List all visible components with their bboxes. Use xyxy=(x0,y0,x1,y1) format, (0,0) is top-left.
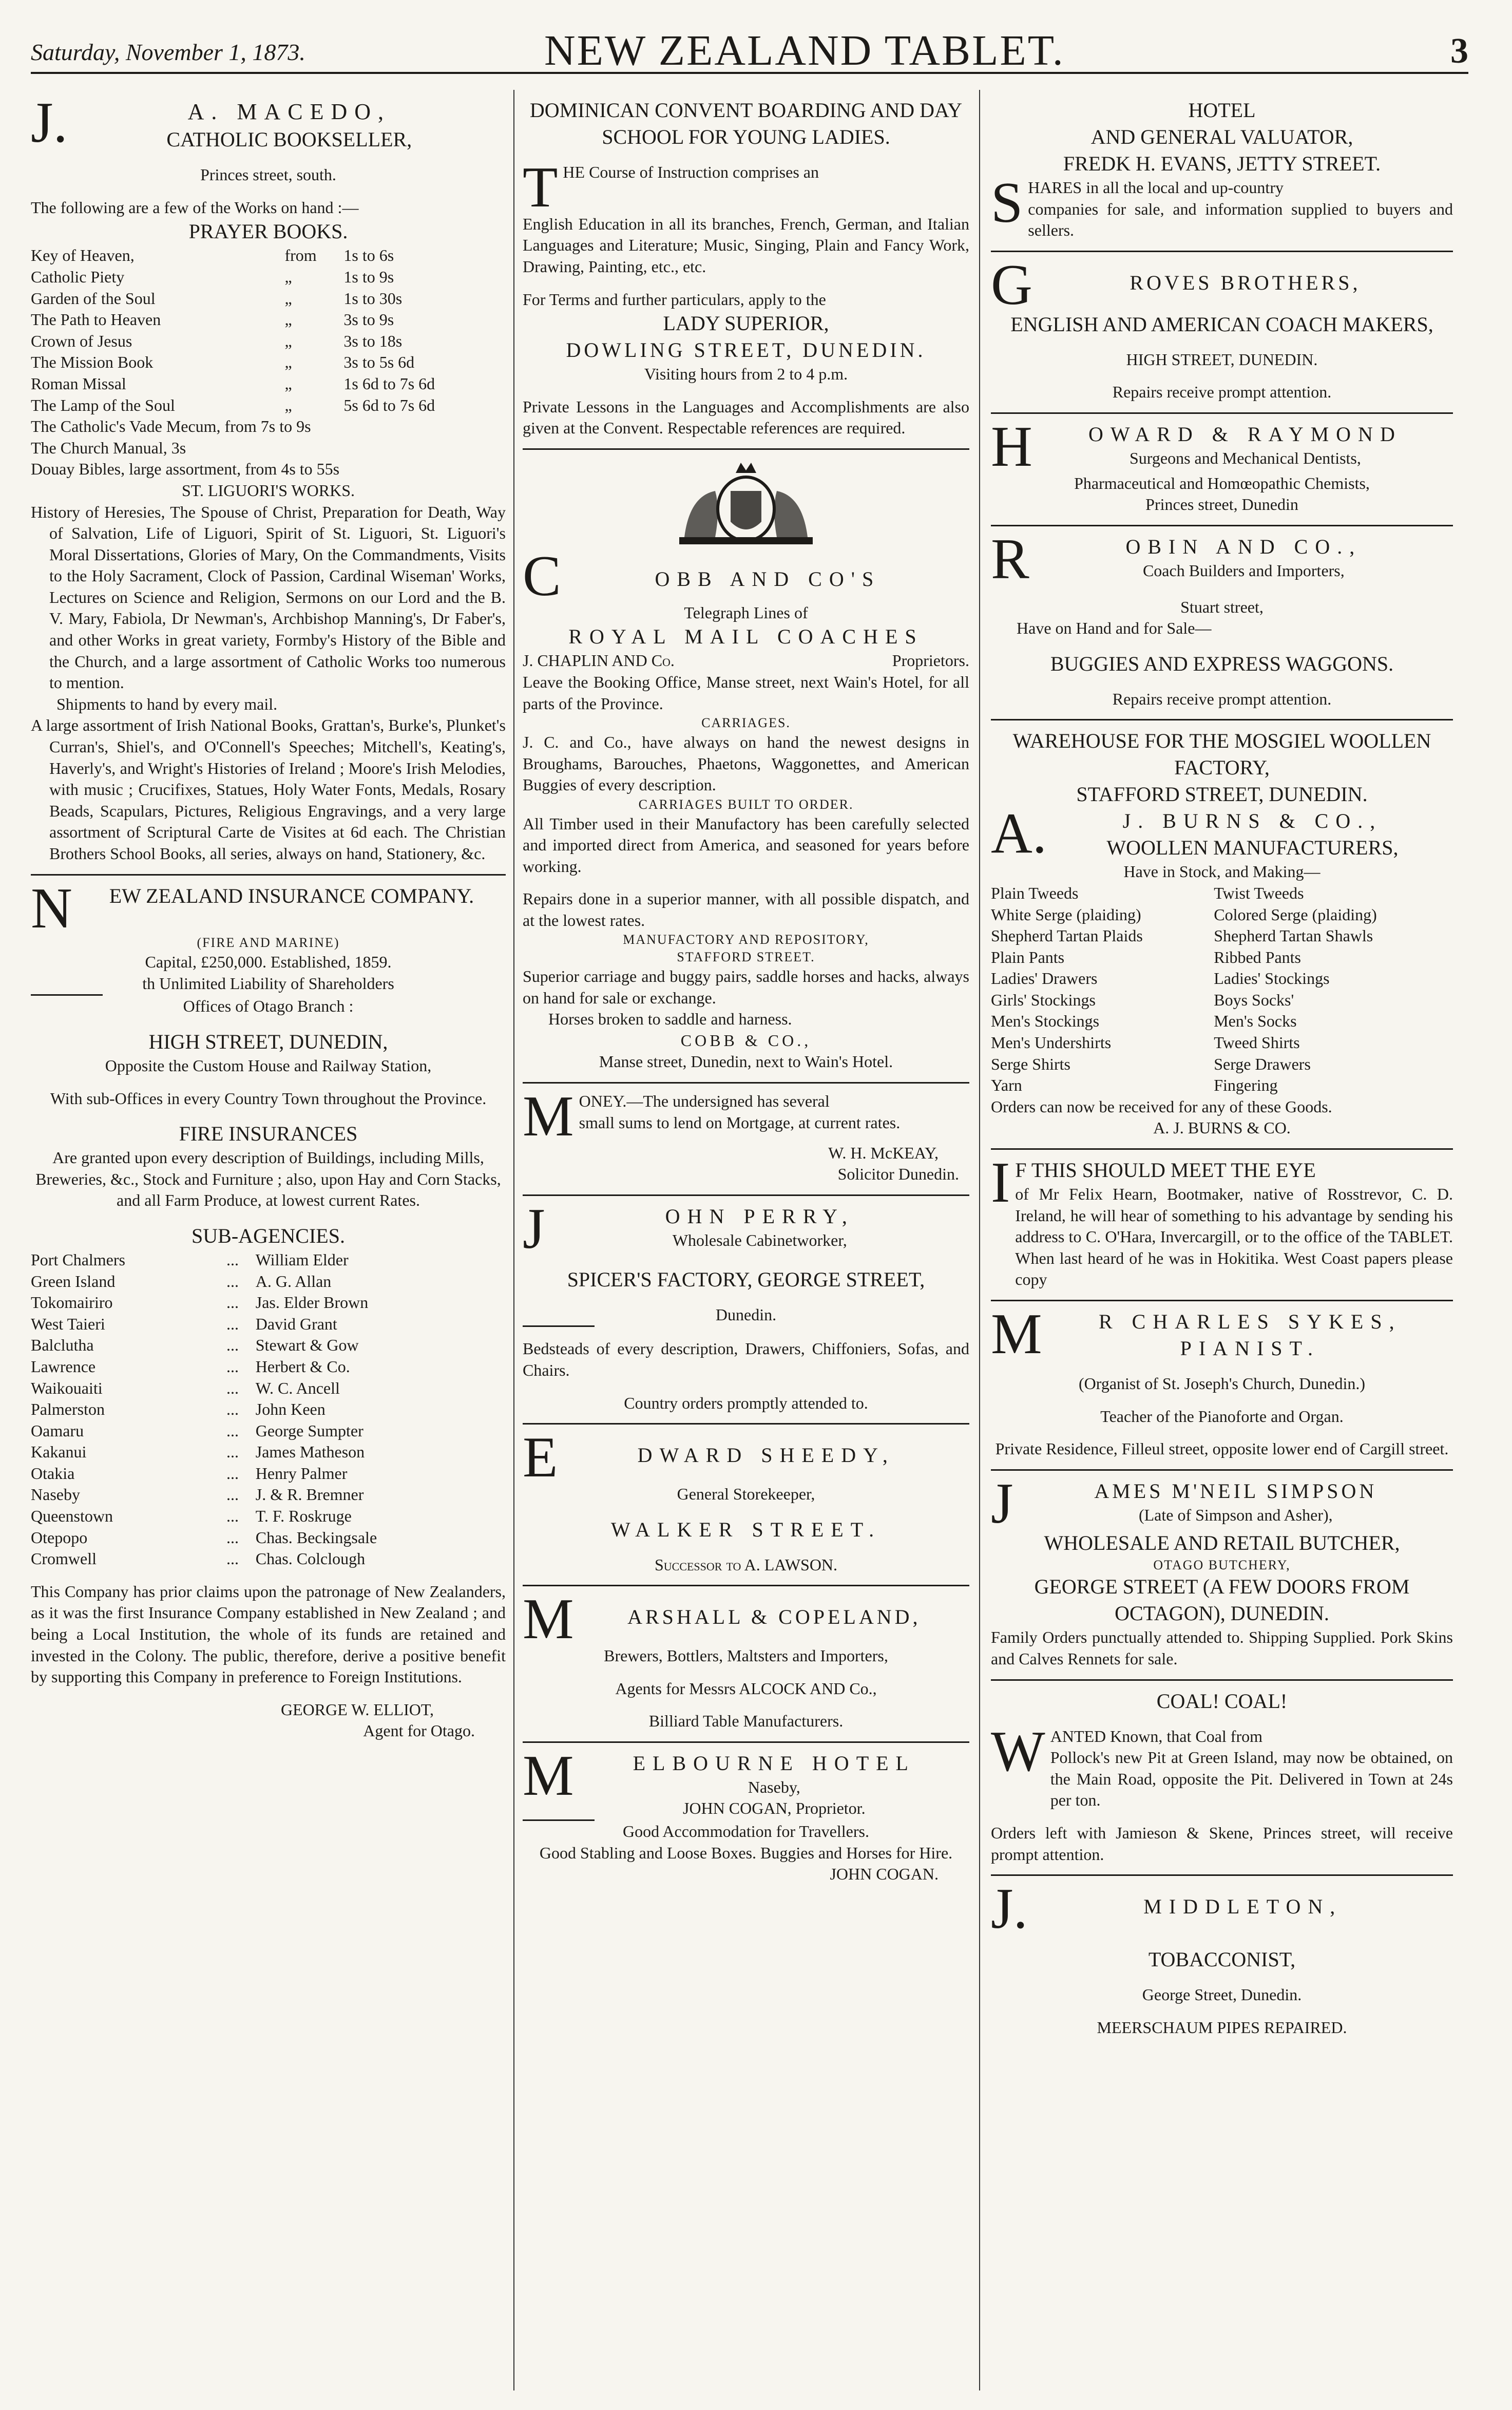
agency-row: Lawrence ... Herbert & Co. xyxy=(31,1357,350,1376)
advertiser-name: OBB AND CO'S xyxy=(655,567,881,591)
paragraph: Good Accommodation for Travellers. xyxy=(623,1821,869,1840)
insurance-advertisement xyxy=(31,876,506,1751)
section-heading: PRAYER BOOKS. xyxy=(188,220,348,243)
agency-row: Naseby ... J. & R. Bremner xyxy=(31,1485,364,1504)
list-line: The Catholic's Vade Mecum, from 7s to 9s xyxy=(31,417,311,436)
drop-initial: J. xyxy=(31,91,68,155)
street: GEORGE STREET (A FEW DOORS FROM OCTAGON), DUNEDIN. xyxy=(1034,1575,1410,1625)
agency-row: Waikouaiti ... W. C. Ancell xyxy=(31,1378,340,1397)
drop-initial: I xyxy=(991,1151,1010,1215)
royal-coat-of-arms-icon xyxy=(659,460,833,547)
advertiser-name: A. MACEDO, xyxy=(187,99,391,124)
pipes: MEERSCHAUM PIPES REPAIRED. xyxy=(1097,2018,1347,2037)
paragraph: All Timber used in their Manufactory has been carefully selected and imported direct from America, and seasoned for years before working. xyxy=(523,814,969,876)
agency-row: Cromwell ... Chas. Colclough xyxy=(31,1549,366,1568)
price-row: Key of Heaven, from 1s to 6s xyxy=(31,246,394,265)
paragraph: Repairs done in a superior manner, with all possible dispatch, and at the lowest rates. xyxy=(523,889,969,929)
drop-initial: G xyxy=(991,253,1032,317)
agency-row: Kakanui ... James Matheson xyxy=(31,1443,365,1462)
trade: Coach Builders and Importers, xyxy=(1142,561,1345,580)
groves-advertisement xyxy=(991,252,1453,414)
ad-title: WAREHOUSE FOR THE MOSGIEL WOOLLEN FACTORY, xyxy=(1012,729,1431,780)
paragraph-start: F THIS SHOULD MEET THE EYE xyxy=(1015,1159,1316,1182)
paragraph: History of Heresies, The Spouse of Christ, Preparation for Death, Way of Salvation, Life of Liguori, Spirit of St. Liguori, St. Liguori's Moral Dissertations, Glories of Mary, On the Commandments, Visits to the Holy Sacrament, Clock of Passion, Cardinal Wiseman' Works, Lectures on Science and Religion, Sermons on our Lord and the B. V. Mary, Fabiola, Dr Newman's, Archbishop Manning's, Dr Faber's, and other Works in great variety, Formby's History of the Bible and the Church, and a large assortment of Catholic Works too numerous to mention. xyxy=(31,502,506,692)
sheedy-advertisement xyxy=(523,1425,969,1586)
price-row: Roman Missal „ 1s 6d to 7s 6d xyxy=(31,374,435,393)
organist: (Organist of St. Joseph's Church, Dunedin.) xyxy=(1078,1374,1365,1393)
list-line: Douay Bibles, large assortment, from 4s to 55s xyxy=(31,460,340,479)
address: Princes street, south. xyxy=(200,165,336,184)
agency-row: Green Island ... A. G. Allan xyxy=(31,1272,332,1291)
trade: ENGLISH AND AMERICAN COACH MAKERS, xyxy=(1010,312,1433,336)
trade: General Storekeeper, xyxy=(677,1484,815,1503)
newspaper-title: NEW ZEALAND TABLET. xyxy=(544,27,1065,74)
signature: JOHN COGAN. xyxy=(830,1865,939,1884)
section-heading: CARRIAGES BUILT TO ORDER. xyxy=(638,796,854,812)
advertiser-name: ELBOURNE HOTEL xyxy=(633,1751,915,1775)
agency-row: Balclutha ... Stewart & Gow xyxy=(31,1336,359,1355)
liability: th Unlimited Liability of Shareholders xyxy=(142,974,394,993)
street: STAFFORD STREET, DUNEDIN. xyxy=(1076,783,1368,806)
column-rule-2 xyxy=(979,90,980,2390)
opposite: Opposite the Custom House and Railway Station, xyxy=(105,1056,432,1075)
offices: Offices of Otago Branch : xyxy=(183,997,354,1016)
drop-initial: J xyxy=(991,1471,1013,1535)
paragraph: small sums to lend on Mortgage, at current rates. xyxy=(579,1113,901,1132)
section-heading: CARRIAGES. xyxy=(701,715,791,731)
page-number: 3 xyxy=(1450,31,1468,71)
drop-initial: J xyxy=(523,1197,545,1261)
drop-initial: M xyxy=(523,1587,574,1652)
stock-row: Plain Tweeds Twist Tweeds xyxy=(991,883,1304,902)
street: Stuart street, xyxy=(1180,597,1264,616)
agency-row: Palmerston ... John Keen xyxy=(31,1400,326,1419)
street: WALKER STREET. xyxy=(610,1517,882,1541)
price-row: Garden of the Soul „ 1s to 30s xyxy=(31,289,403,308)
convent-advertisement xyxy=(523,90,969,450)
trade: WOOLLEN MANUFACTURERS, xyxy=(1106,836,1399,860)
paragraph: Private Lessons in the Languages and Accomplishments are also given at the Convent. Respectable references are required. xyxy=(523,397,969,438)
suboffices: With sub-Offices in every Country Town throughout the Province. xyxy=(50,1089,487,1108)
paragraph: J. C. and Co., have always on hand the newest designs in Broughams, Barouches, Phaetons, Waggonettes, and American Buggies of every description. xyxy=(523,732,969,794)
agency-list xyxy=(31,1249,506,1570)
paragraph: Are granted upon every description of Buildings, including Mills, Breweries, &c., Stock and Furniture ; also, upon Hay and Corn Stacks, and all Farm Produce, at lowest current Rates. xyxy=(35,1148,501,1210)
town: Naseby, xyxy=(748,1777,800,1796)
paragraph-start: HE Course of Instruction comprises an xyxy=(563,163,819,181)
proprietor: JOHN COGAN, Proprietor. xyxy=(683,1799,866,1818)
burns-advertisement xyxy=(991,720,1453,1150)
repairs: Repairs receive prompt attention. xyxy=(1112,689,1332,708)
price-row: The Lamp of the Soul „ 5s 6d to 7s 6d xyxy=(31,395,435,414)
proprietors-name: J. CHAPLIN AND Co. xyxy=(523,651,675,670)
advertiser-name: R CHARLES SYKES, xyxy=(1098,1310,1402,1334)
advertiser-name: J. BURNS & CO., xyxy=(1122,809,1383,833)
drop-initial: J. xyxy=(991,1877,1028,1941)
macedo-advertisement xyxy=(31,90,506,876)
cobb-advertisement xyxy=(523,450,969,1084)
masthead xyxy=(31,10,1468,74)
paragraph: of Mr Felix Hearn, Bootmaker, native of Rosstrevor, C. D. Ireland, he will hear of something to his advantage by sending his address to C. O'Hara, Invercargill, or to the office of the TABLET. When last heard of he was in Hokitika. West Coast papers please copy xyxy=(1015,1185,1453,1289)
agency-row: Oamaru ... George Sumpter xyxy=(31,1421,363,1440)
section-heading: FIRE INSURANCES xyxy=(179,1122,358,1146)
advertiser-name: MIDDLETON, xyxy=(1143,1895,1343,1919)
address: Manse street, Dunedin, next to Wain's Hotel. xyxy=(599,1052,893,1071)
simpson-advertisement xyxy=(991,1471,1453,1681)
successor: Successor to A. LAWSON. xyxy=(654,1555,838,1574)
paragraph: Horses broken to saddle and harness. xyxy=(548,1010,792,1029)
have: Have on Hand and for Sale— xyxy=(1017,619,1212,638)
have: Have in Stock, and Making— xyxy=(1123,862,1320,881)
capital: Capital, £250,000. Established, 1859. xyxy=(145,953,392,972)
paragraph: English Education in all its branches, French, German, and Italian Languages and Literature; Music, Singing, Plain and Fancy Work, Drawing, Painting, etc., etc. xyxy=(523,214,969,276)
repairs: Repairs receive prompt attention. xyxy=(1112,383,1332,402)
price-row: The Mission Book „ 3s to 5s 6d xyxy=(31,353,415,372)
middleton-advertisement xyxy=(991,1876,1453,2047)
street: George Street, Dunedin. xyxy=(1142,1985,1302,2004)
ad-title: AND GENERAL VALUATOR, xyxy=(1090,125,1353,148)
hours: Visiting hours from 2 to 4 p.m. xyxy=(644,365,848,384)
issue-date: Saturday, November 1, 1873. xyxy=(31,39,305,65)
subtitle: (FIRE AND MARINE) xyxy=(197,935,340,951)
howard-advertisement xyxy=(991,414,1453,526)
advertiser-name: OWARD & RAYMOND xyxy=(1088,422,1402,446)
paragraph: This Company has prior claims upon the patronage of New Zealanders, as it was the first Insurance Company established in New Zealand ; and being a Local Institution, the whole of its funds are retained and invested in the Colony. The public, therefore, derive a positive benefit by supporting this Company in preference to Foreign Institutions. xyxy=(31,1582,506,1686)
column-1 xyxy=(31,90,506,2401)
agency-row: Port Chalmers ... William Elder xyxy=(31,1250,349,1269)
price-row: The Path to Heaven „ 3s to 9s xyxy=(31,310,394,329)
agency-row: Queenstown ... T. F. Roskruge xyxy=(31,1507,352,1526)
stock-row: Shepherd Tartan Plaids Shepherd Tartan Shawls xyxy=(991,926,1373,945)
evans-advertisement xyxy=(991,90,1453,252)
agency-row: West Taieri ... David Grant xyxy=(31,1314,337,1333)
late: (Late of Simpson and Asher), xyxy=(1138,1505,1333,1524)
marshall-advertisement xyxy=(523,1586,969,1743)
signature: W. H. McKEAY, xyxy=(828,1143,939,1162)
advertiser-name: DWARD SHEEDY, xyxy=(637,1444,895,1467)
price-row: Catholic Piety „ 1s to 9s xyxy=(31,267,394,286)
residence: Private Residence, Filleul street, opposite lower end of Cargill street. xyxy=(995,1439,1449,1458)
drop-initial: R xyxy=(991,527,1029,591)
paragraph: Bedsteads of every description, Drawers, Chiffoniers, Sofas, and Chairs. xyxy=(523,1339,969,1379)
ad-title: HOTEL xyxy=(1188,99,1256,122)
paragraph-start: ANTED Known, that Coal from xyxy=(1050,1726,1262,1745)
advertiser-name: OBIN AND CO., xyxy=(1125,535,1362,558)
paragraph: For Terms and further particulars, apply to the xyxy=(523,290,826,309)
signature: A. J. BURNS & CO. xyxy=(1153,1118,1291,1137)
drop-initial: C xyxy=(523,544,561,608)
price-list xyxy=(31,245,506,416)
service: ROYAL MAIL COACHES xyxy=(568,625,924,649)
agents: Agents for Messrs ALCOCK AND Co., xyxy=(615,1679,877,1698)
melbourne-hotel-advertisement xyxy=(523,1743,969,1894)
list-line: The Church Manual, 3s xyxy=(31,438,186,457)
trade: WHOLESALE AND RETAIL BUTCHER, xyxy=(1044,1531,1400,1554)
recipient: LADY SUPERIOR, xyxy=(663,312,829,335)
paragraph: Leave the Booking Office, Manse street, next Wain's Hotel, for all parts of the Province. xyxy=(523,672,969,713)
billiard: Billiard Table Manufacturers. xyxy=(648,1712,844,1731)
paragraph: Orders can now be received for any of these Goods. xyxy=(991,1097,1332,1116)
paragraph: Pollock's new Pit at Green Island, may now be obtained, on the Main Road, opposite the Pit. Delivered in Town at 24s per ton. xyxy=(1050,1748,1453,1810)
drop-initial: E xyxy=(523,1426,558,1490)
advertiser-name: ROVES BROTHERS, xyxy=(1130,271,1361,294)
section-heading: SUB-AGENCIES. xyxy=(192,1224,345,1247)
drop-initial: M xyxy=(523,1743,574,1808)
trade: CATHOLIC BOOKSELLER, xyxy=(166,128,412,151)
street: HIGH STREET, DUNEDIN. xyxy=(1126,350,1318,369)
stock-row: Men's Undershirts Tweed Shirts xyxy=(991,1033,1300,1052)
paragraph: Shipments to hand by every mail. xyxy=(56,694,278,713)
intro: The following are a few of the Works on hand :— xyxy=(31,198,359,217)
price-row: Crown of Jesus „ 3s to 18s xyxy=(31,331,403,350)
sykes-advertisement xyxy=(991,1301,1453,1471)
agent: Agent for Otago. xyxy=(363,1721,475,1740)
drop-initial: N xyxy=(31,876,72,940)
street: HIGH STREET, DUNEDIN, xyxy=(148,1030,388,1053)
paragraph: Good Stabling and Loose Boxes. Buggies and Horses for Hire. xyxy=(539,1843,953,1862)
advertiser-name: ARSHALL & COPELAND, xyxy=(627,1605,921,1629)
butchery: OTAGO BUTCHERY, xyxy=(1153,1557,1291,1572)
street: Princes street, Dunedin xyxy=(1145,495,1298,514)
stock-row: Girls' Stockings Boys Socks' xyxy=(991,990,1294,1009)
stock-row: White Serge (plaiding) Colored Serge (plaiding) xyxy=(991,905,1377,924)
robin-advertisement xyxy=(991,526,1453,721)
stock-row: Men's Stockings Men's Socks xyxy=(991,1012,1297,1031)
agency-row: Tokomairiro ... Jas. Elder Brown xyxy=(31,1293,369,1312)
products: BUGGIES AND EXPRESS WAGGONS. xyxy=(1050,652,1394,675)
drop-initial: W xyxy=(991,1719,1045,1783)
paragraph: Family Orders punctually attended to. Shipping Supplied. Pork Skins and Calves Rennets for sale. xyxy=(991,1628,1453,1668)
stock-row: Serge Shirts Serge Drawers xyxy=(991,1054,1311,1073)
ad-title: DOMINICAN CONVENT BOARDING AND DAY SCHOOL FOR YOUNG LADIES. xyxy=(529,99,963,148)
signature: GEORGE W. ELLIOT, xyxy=(280,1700,434,1719)
street: DOWLING STREET, DUNEDIN. xyxy=(566,338,926,362)
advertiser-name: AMES M'NEIL SIMPSON xyxy=(1094,1479,1377,1503)
stock-row: Ladies' Drawers Ladies' Stockings xyxy=(991,969,1330,988)
section-heading: STAFFORD STREET. xyxy=(677,950,815,965)
coal-advertisement xyxy=(991,1681,1453,1876)
proprietors-label: Proprietors. xyxy=(892,651,969,670)
drop-initial: A. xyxy=(991,802,1047,866)
ad-title: COAL! COAL! xyxy=(1156,1689,1288,1713)
telegraph: Telegraph Lines of xyxy=(684,603,808,622)
factory: SPICER'S FACTORY, GEORGE STREET, xyxy=(567,1267,925,1291)
trade: PIANIST. xyxy=(1180,1337,1320,1360)
drop-initial: H xyxy=(991,414,1032,479)
stock-row: Plain Pants Ribbed Pants xyxy=(991,947,1301,966)
trade: Wholesale Cabinetworker, xyxy=(672,1231,847,1250)
drop-initial: S xyxy=(991,171,1023,235)
drop-initial: T xyxy=(523,156,558,219)
column-3 xyxy=(991,90,1453,2401)
stock-row: Yarn Fingering xyxy=(991,1076,1278,1095)
paragraph-start: HARES in all the local and up-country xyxy=(1028,178,1284,197)
paragraph-start: ONEY.—The undersigned has several xyxy=(579,1092,830,1111)
paragraph: Country orders promptly attended to. xyxy=(624,1393,868,1412)
trade: Pharmaceutical and Homœopathic Chemists, xyxy=(1074,473,1370,492)
signature: COBB & CO., xyxy=(680,1031,812,1050)
column-2 xyxy=(523,90,969,2401)
title: Solicitor Dunedin. xyxy=(837,1165,959,1184)
drop-initial: M xyxy=(991,1302,1042,1367)
perry-advertisement xyxy=(523,1196,969,1425)
stock-list xyxy=(991,883,1453,1096)
teacher: Teacher of the Pianoforte and Organ. xyxy=(1100,1407,1344,1426)
agency-row: Otepopo ... Chas. Beckingsale xyxy=(31,1528,377,1547)
paragraph: Orders left with Jamieson & Skene, Princes street, will receive prompt attention. xyxy=(991,1823,1453,1864)
hearn-notice xyxy=(991,1150,1453,1301)
paragraph: A large assortment of Irish National Books, Grattan's, Burke's, Plunket's Curran's, Shiel's, and O'Connell's Speeches; Mitchell's, Keating's, Haverly's, and Wright's Histories of Ireland ; Moore's Irish Melodies, with music ; Crucifixes, Statues, Holy Water Fonts, Medals, Rosary Beads, Scapulars, Pictures, Religious Engravings, and a very large assortment of Scriptural Carte de Visites at 6d each. The Christian Brothers School Books, all series, always on hand, Stationery, &c. xyxy=(31,716,506,863)
money-advertisement xyxy=(523,1084,969,1196)
ad-title: EW ZEALAND INSURANCE COMPANY. xyxy=(109,884,474,907)
paragraph: Superior carriage and buggy pairs, saddle horses and hacks, always on hand for sale or exchange. xyxy=(523,967,969,1007)
town: Dunedin. xyxy=(715,1305,777,1324)
advertiser-name: OHN PERRY, xyxy=(665,1205,854,1228)
ad-title: FREDK H. EVANS, JETTY STREET. xyxy=(1063,152,1381,175)
trade: Brewers, Bottlers, Maltsters and Importers, xyxy=(604,1646,888,1665)
section-heading: ST. LIGUORI'S WORKS. xyxy=(181,481,355,500)
trade: TOBACCONIST, xyxy=(1148,1947,1296,1971)
trade: Surgeons and Mechanical Dentists, xyxy=(1130,448,1361,467)
paragraph: companies for sale, and information supplied to buyers and sellers. xyxy=(1028,199,1453,240)
column-rule-1 xyxy=(513,90,514,2390)
agency-row: Otakia ... Henry Palmer xyxy=(31,1464,348,1483)
section-heading: MANUFACTORY AND REPOSITORY, xyxy=(623,932,869,947)
drop-initial: M xyxy=(523,1085,574,1149)
